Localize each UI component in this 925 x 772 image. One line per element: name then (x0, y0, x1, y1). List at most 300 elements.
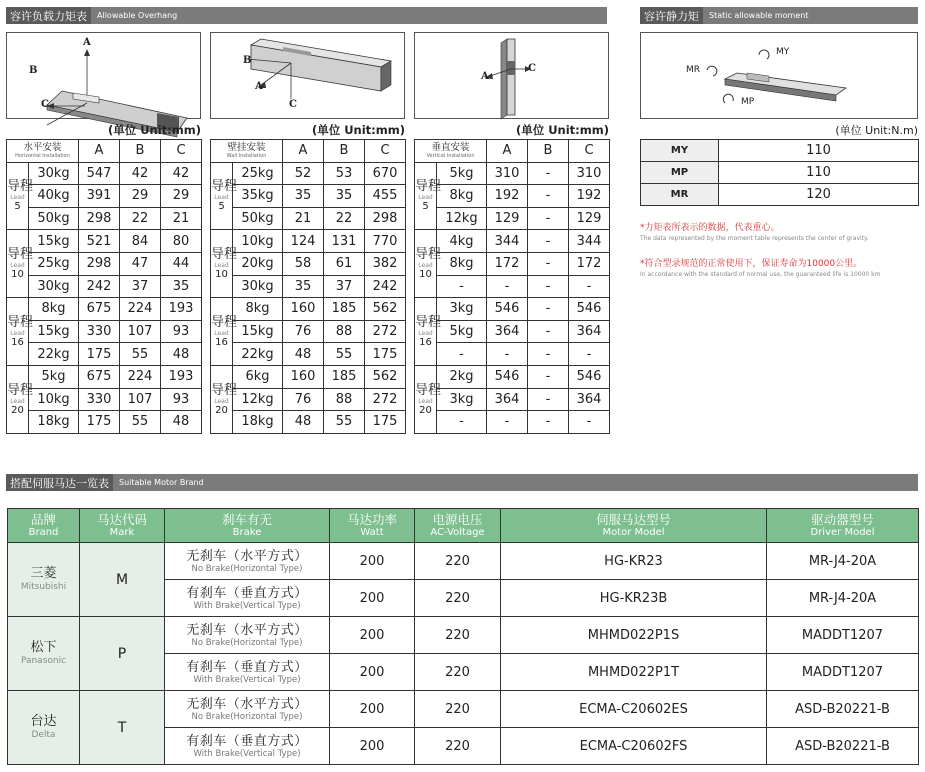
brand-cell (8, 691, 80, 765)
load-cell: 30kg (233, 275, 283, 298)
axis-label-b: B (29, 65, 38, 76)
load-cell: - (437, 343, 487, 366)
value-cell: 21 (283, 207, 324, 230)
lead-value: 5 (14, 201, 21, 213)
value-cell: - (528, 275, 569, 298)
value-cell: 330 (79, 320, 120, 343)
driver-model-cell: MR-J4-20A (767, 580, 919, 617)
moment-label: MR (641, 184, 719, 206)
static-moment-title-cn: 容许静力矩 (640, 7, 703, 24)
table-row (415, 343, 610, 366)
brand-name-en: Panasonic (20, 656, 67, 666)
install-type-en: Wall Installation (226, 152, 267, 159)
lead-value: 20 (419, 404, 432, 416)
motor-model-cell: ECMA-C20602ES (501, 691, 767, 728)
lead-label-en: Lead (418, 262, 433, 270)
column-header-b: B (324, 140, 365, 163)
lead-value: 16 (215, 337, 228, 349)
driver-model-cell: MR-J4-20A (767, 543, 919, 580)
axis-label-a: A (481, 71, 489, 82)
value-cell: 37 (324, 275, 365, 298)
value-cell: 52 (283, 162, 324, 185)
watt-cell: 200 (330, 728, 415, 765)
value-cell: 61 (324, 252, 365, 275)
overhang-table-horizontal (6, 139, 202, 434)
brake-cell (165, 617, 330, 654)
value-cell: 22 (324, 207, 365, 230)
value-cell: - (528, 185, 569, 208)
value-cell: - (528, 411, 569, 434)
lead-value: 10 (11, 269, 24, 281)
load-cell: 25kg (233, 162, 283, 185)
mark-cell: P (80, 617, 165, 691)
value-cell: 42 (161, 162, 202, 185)
lead-label-en: Lead (214, 262, 229, 270)
value-cell: 344 (569, 230, 610, 253)
column-header-b: B (120, 140, 161, 163)
driver-model-cell: MADDT1207 (767, 654, 919, 691)
value-cell: 22 (120, 207, 161, 230)
lead-cell (7, 298, 34, 366)
value-cell: - (569, 343, 610, 366)
header-en: Driver Model (810, 527, 875, 538)
table-row (7, 275, 202, 298)
header-driver-model (767, 509, 919, 543)
value-cell: 310 (569, 162, 610, 185)
watt-cell: 200 (330, 691, 415, 728)
table-row (211, 207, 406, 230)
lead-label-en: Lead (214, 397, 229, 405)
table-row (211, 411, 406, 434)
value-cell: 93 (161, 388, 202, 411)
load-cell: 12kg (233, 388, 283, 411)
lead-cell (211, 298, 238, 366)
header-cn: 刹车有无 (221, 512, 272, 527)
column-header-a: A (79, 140, 120, 163)
note-guaranteed-life (640, 256, 880, 278)
load-cell: 22kg (233, 343, 283, 366)
axis-label-b: B (243, 55, 252, 66)
load-cell: - (437, 275, 487, 298)
static-moment-table (640, 139, 919, 206)
table-row (211, 343, 406, 366)
table-row (415, 320, 610, 343)
load-cell: 50kg (233, 207, 283, 230)
value-cell: 310 (487, 162, 528, 185)
install-type-cn: 水平安装 (23, 141, 62, 153)
value-cell: - (528, 343, 569, 366)
brake-en: No Brake(Horizontal Type) (191, 637, 303, 648)
horizontal-actuator-drawing (7, 33, 202, 120)
column-header-b: B (528, 140, 569, 163)
value-cell: 224 (120, 298, 161, 321)
motor-model-cell: HG-KR23B (501, 580, 767, 617)
overhang-section-bar (6, 7, 607, 24)
value-cell: 29 (120, 185, 161, 208)
load-cell: 18kg (29, 411, 79, 434)
value-cell: 124 (283, 230, 324, 253)
value-cell: - (528, 252, 569, 275)
install-type-header (7, 140, 79, 163)
load-cell: 8kg (437, 252, 487, 275)
load-cell: 15kg (29, 320, 79, 343)
brand-cell (8, 543, 80, 617)
header-mark (80, 509, 165, 543)
header-motor-model (501, 509, 767, 543)
load-cell: 8kg (29, 298, 79, 321)
value-cell: 547 (79, 162, 120, 185)
load-cell: 15kg (29, 230, 79, 253)
motor-table-header (8, 509, 919, 543)
value-cell: 55 (324, 411, 365, 434)
overhang-header-row (415, 140, 610, 163)
load-cell: 50kg (29, 207, 79, 230)
watt-cell: 200 (330, 654, 415, 691)
brand-name-en: Mitsubishi (20, 582, 67, 592)
load-cell: 5kg (437, 162, 487, 185)
value-cell: 298 (79, 252, 120, 275)
motor-title-en: Suitable Motor Brand (119, 478, 204, 487)
motor-model-cell: HG-KR23 (501, 543, 767, 580)
value-cell: 48 (161, 411, 202, 434)
voltage-cell: 220 (415, 691, 501, 728)
table-row (211, 252, 406, 275)
brake-cn: 无刹车（水平方式） (186, 696, 308, 712)
static-moment-diagram (640, 32, 918, 119)
header-brake (165, 509, 330, 543)
voltage-cell: 220 (415, 728, 501, 765)
table-row (211, 298, 406, 321)
load-cell: - (437, 411, 487, 434)
static-moment-section-bar (640, 7, 918, 24)
lead-label-cn: 导程 (211, 179, 238, 195)
header-cn: 马达代码 (96, 512, 147, 527)
header-cn: 电源电压 (432, 512, 483, 527)
lead-cell (211, 162, 238, 230)
load-cell: 5kg (29, 365, 79, 388)
table-row (641, 140, 919, 162)
value-cell: 562 (365, 298, 406, 321)
mark-cell: T (80, 691, 165, 765)
load-cell: 15kg (233, 320, 283, 343)
brand-name-en: Delta (31, 730, 56, 740)
header-cn: 品牌 (30, 512, 56, 527)
load-cell: 8kg (233, 298, 283, 321)
axis-label-a: A (83, 37, 91, 48)
value-cell: 521 (79, 230, 120, 253)
value-cell: 272 (365, 388, 406, 411)
value-cell: 37 (120, 275, 161, 298)
value-cell: 455 (365, 185, 406, 208)
axis-label-c: C (528, 63, 536, 74)
table-row (415, 275, 610, 298)
value-cell: 55 (120, 343, 161, 366)
motor-model-cell: MHMD022P1S (501, 617, 767, 654)
motor-model-cell: MHMD022P1T (501, 654, 767, 691)
table-row (211, 320, 406, 343)
load-cell: 10kg (233, 230, 283, 253)
header-voltage (415, 509, 501, 543)
value-cell: 175 (365, 411, 406, 434)
table-row (7, 388, 202, 411)
value-cell: 272 (365, 320, 406, 343)
lead-label-en: Lead (10, 330, 25, 338)
value-cell: 42 (120, 162, 161, 185)
lead-label-cn: 导程 (415, 382, 442, 398)
vertical-actuator-drawing (415, 33, 610, 120)
voltage-cell: 220 (415, 654, 501, 691)
value-cell: - (528, 388, 569, 411)
lead-label-en: Lead (10, 262, 25, 270)
header-en: Brand (28, 527, 59, 538)
overhang-title-cn: 容许负载力矩表 (6, 7, 91, 24)
axis-label-c: C (289, 99, 297, 110)
lead-label-en: Lead (418, 330, 433, 338)
load-cell: 2kg (437, 365, 487, 388)
load-cell: 35kg (233, 185, 283, 208)
brake-cn: 有刹车（垂直方式） (186, 659, 308, 675)
overhang-table-wall (210, 139, 406, 434)
value-cell: 44 (161, 252, 202, 275)
lead-label-cn: 导程 (7, 315, 34, 331)
value-cell: - (487, 275, 528, 298)
motor-section-bar (6, 474, 918, 491)
brake-en: No Brake(Horizontal Type) (191, 711, 303, 722)
table-row (211, 185, 406, 208)
overhang-table-vertical (414, 139, 610, 434)
lead-cell (415, 365, 442, 433)
header-en: Motor Model (602, 527, 665, 538)
lead-cell (7, 230, 34, 298)
value-cell: 546 (569, 365, 610, 388)
header-watt (330, 509, 415, 543)
load-cell: 3kg (437, 298, 487, 321)
moment-label-my: MY (776, 47, 790, 57)
table-row (415, 252, 610, 275)
load-cell: 20kg (233, 252, 283, 275)
note-cn: *力矩表所表示的数据，代表重心。 (640, 223, 780, 233)
load-cell: 6kg (233, 365, 283, 388)
value-cell: 224 (120, 365, 161, 388)
brake-cn: 有刹车（垂直方式） (186, 585, 308, 601)
moment-label: MP (641, 162, 719, 184)
vertical-install-diagram (414, 32, 609, 119)
lead-value: 10 (215, 269, 228, 281)
value-cell: 84 (120, 230, 161, 253)
value-cell: 160 (283, 298, 324, 321)
lead-label-cn: 导程 (7, 382, 34, 398)
brake-cn: 无刹车（水平方式） (186, 548, 308, 564)
value-cell: 160 (283, 365, 324, 388)
table-row (415, 162, 610, 185)
axis-label-c: C (41, 99, 49, 110)
value-cell: 58 (283, 252, 324, 275)
load-cell: 22kg (29, 343, 79, 366)
lead-label-en: Lead (418, 397, 433, 405)
value-cell: 770 (365, 230, 406, 253)
table-row (7, 298, 202, 321)
watt-cell: 200 (330, 543, 415, 580)
table-row (641, 162, 919, 184)
value-cell: 546 (569, 298, 610, 321)
lead-value: 5 (422, 201, 429, 213)
install-type-header (415, 140, 487, 163)
value-cell: 175 (79, 343, 120, 366)
moment-value: 120 (719, 184, 919, 206)
value-cell: 76 (283, 388, 324, 411)
header-cn: 伺服马达型号 (595, 512, 671, 527)
value-cell: - (569, 411, 610, 434)
value-cell: 675 (79, 365, 120, 388)
header-brand (8, 509, 80, 543)
lead-value: 10 (419, 269, 432, 281)
value-cell: 29 (161, 185, 202, 208)
value-cell: - (528, 365, 569, 388)
value-cell: 88 (324, 388, 365, 411)
table-row (7, 411, 202, 434)
voltage-cell: 220 (415, 543, 501, 580)
lead-value: 16 (11, 337, 24, 349)
load-cell: 30kg (29, 275, 79, 298)
value-cell: 53 (324, 162, 365, 185)
install-type-cn: 壁挂安装 (227, 141, 266, 153)
load-cell: 30kg (29, 162, 79, 185)
table-row (8, 543, 919, 580)
value-cell: 129 (487, 207, 528, 230)
value-cell: 364 (487, 320, 528, 343)
table-row (7, 207, 202, 230)
note-en: In accordance with the standard of normal use, the guaranteed life is 10000 km (640, 271, 881, 278)
lead-label-cn: 导程 (211, 247, 238, 263)
value-cell: 107 (120, 320, 161, 343)
table-row (415, 207, 610, 230)
voltage-cell: 220 (415, 580, 501, 617)
value-cell: - (569, 275, 610, 298)
brand-name-cn: 台达 (30, 714, 57, 729)
value-cell: 344 (487, 230, 528, 253)
value-cell: 185 (324, 298, 365, 321)
brake-en: No Brake(Horizontal Type) (191, 563, 303, 574)
driver-model-cell: ASD-B20221-B (767, 728, 919, 765)
value-cell: 562 (365, 365, 406, 388)
brake-cn: 有刹车（垂直方式） (186, 733, 308, 749)
install-type-header (211, 140, 283, 163)
value-cell: 131 (324, 230, 365, 253)
table-row (415, 388, 610, 411)
value-cell: - (528, 162, 569, 185)
wall-actuator-drawing (211, 33, 406, 120)
table-row (7, 230, 202, 253)
header-en: Brake (232, 527, 262, 538)
table-row (211, 230, 406, 253)
value-cell: 546 (487, 365, 528, 388)
voltage-cell: 220 (415, 617, 501, 654)
value-cell: 192 (569, 185, 610, 208)
moment-value: 110 (719, 162, 919, 184)
brake-en: With Brake(Vertical Type) (193, 674, 301, 685)
overhang-unit-horizontal: (单位 Unit:mm) (107, 123, 201, 137)
lead-label-cn: 导程 (7, 247, 34, 263)
lead-label-en: Lead (418, 194, 433, 202)
lead-cell (415, 162, 442, 230)
overhang-unit-vertical: (单位 Unit:mm) (515, 123, 609, 137)
value-cell: 546 (487, 298, 528, 321)
value-cell: 185 (324, 365, 365, 388)
table-row (415, 298, 610, 321)
load-cell: 18kg (233, 411, 283, 434)
note-en: The data represented by the moment table represents the center of gravity. (640, 235, 869, 242)
table-row (641, 184, 919, 206)
value-cell: 193 (161, 298, 202, 321)
value-cell: - (528, 320, 569, 343)
horizontal-install-diagram (6, 32, 201, 119)
table-row (415, 230, 610, 253)
brake-cell (165, 691, 330, 728)
value-cell: 35 (283, 275, 324, 298)
install-type-en: Horizontal Installation (15, 152, 70, 159)
table-row (211, 162, 406, 185)
value-cell: 242 (365, 275, 406, 298)
axis-label-a: A (255, 81, 263, 92)
value-cell: 364 (487, 388, 528, 411)
lead-label-en: Lead (214, 194, 229, 202)
lead-label-cn: 导程 (211, 382, 238, 398)
value-cell: 55 (120, 411, 161, 434)
lead-label-en: Lead (10, 397, 25, 405)
value-cell: 93 (161, 320, 202, 343)
value-cell: 48 (161, 343, 202, 366)
moment-value: 110 (719, 140, 919, 162)
watt-cell: 200 (330, 617, 415, 654)
brand-name-cn: 三菱 (30, 566, 57, 581)
brake-cell (165, 580, 330, 617)
value-cell: 107 (120, 388, 161, 411)
load-cell: 4kg (437, 230, 487, 253)
overhang-header-row (7, 140, 202, 163)
value-cell: 298 (79, 207, 120, 230)
value-cell: 175 (79, 411, 120, 434)
value-cell: 172 (487, 252, 528, 275)
header-en: AC-Voltage (430, 527, 485, 538)
table-row (211, 275, 406, 298)
lead-label-cn: 导程 (7, 179, 34, 195)
header-cn: 驱动器型号 (811, 512, 874, 527)
value-cell: 192 (487, 185, 528, 208)
table-row (8, 691, 919, 728)
motor-title-cn: 搭配伺服马达一览表 (6, 474, 113, 491)
value-cell: 391 (79, 185, 120, 208)
value-cell: 364 (569, 320, 610, 343)
motor-table-body (8, 543, 919, 765)
header-en: Mark (109, 527, 135, 538)
value-cell: - (528, 298, 569, 321)
table-row (415, 185, 610, 208)
table-row (7, 252, 202, 275)
brand-cell (8, 617, 80, 691)
brake-cell (165, 654, 330, 691)
value-cell: 35 (161, 275, 202, 298)
overhang-title-en: Allowable Overhang (97, 11, 178, 20)
column-header-c: C (161, 140, 202, 163)
value-cell: 88 (324, 320, 365, 343)
value-cell: 172 (569, 252, 610, 275)
column-header-c: C (569, 140, 610, 163)
lead-cell (211, 230, 238, 298)
wall-install-diagram (210, 32, 405, 119)
value-cell: 675 (79, 298, 120, 321)
lead-cell (415, 230, 442, 298)
value-cell: 175 (365, 343, 406, 366)
